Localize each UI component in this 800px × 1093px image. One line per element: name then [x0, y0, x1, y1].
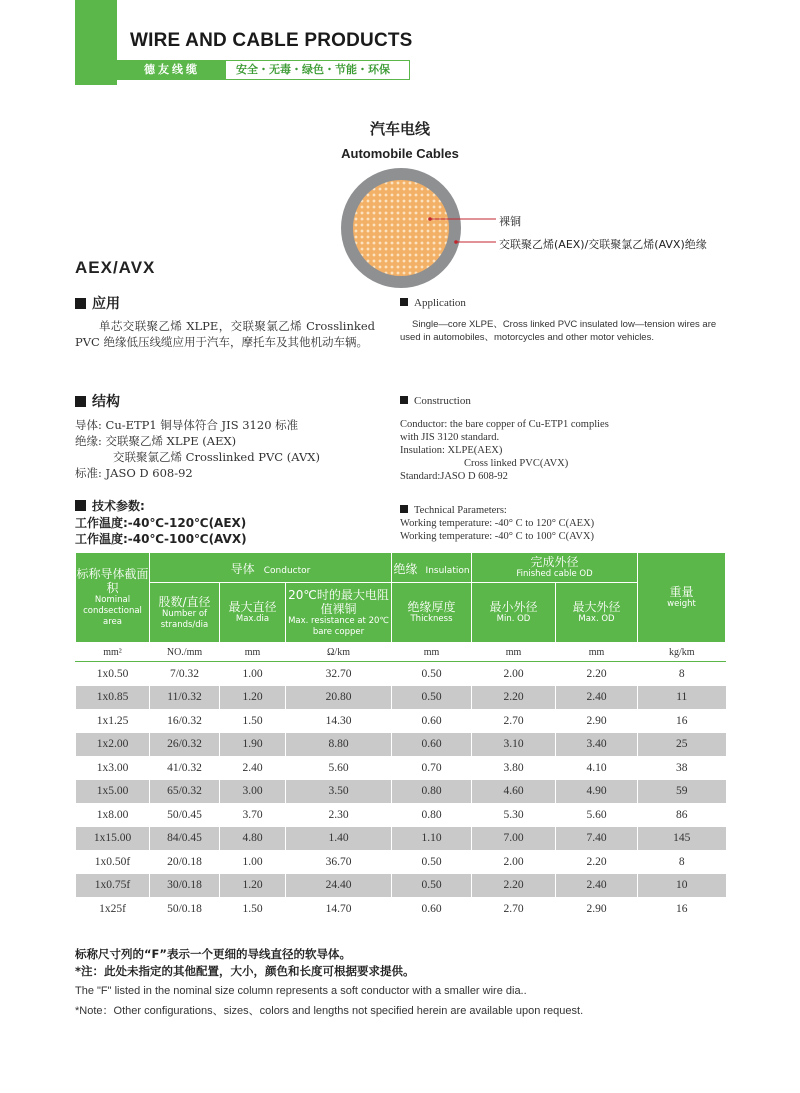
note-cn-2: *注：此处未指定的其他配置，大小，颜色和长度可根据要求提供。 [75, 964, 415, 978]
th-finished-od: 完成外径 Finished cable OD [472, 553, 638, 583]
table-cell: 50/0.45 [150, 803, 220, 827]
table-cell: 2.90 [556, 897, 638, 921]
table-cell: 8 [638, 662, 726, 686]
table-cell: 4.10 [556, 756, 638, 780]
table-cell: 25 [638, 733, 726, 757]
table-cell: 4.60 [472, 780, 556, 804]
table-cell: 2.20 [472, 874, 556, 898]
table-cell: 0.50 [392, 874, 472, 898]
temp-aex-en: Working temperature: -40° C to 120° C(AEX) [400, 518, 595, 529]
table-cell: 59 [638, 780, 726, 804]
table-cell: 1.40 [286, 827, 392, 851]
table-row [76, 850, 726, 874]
unit-cell: kg/km [638, 643, 726, 662]
table-cell: 30/0.18 [150, 874, 220, 898]
th-weight: 重量 weight [638, 553, 726, 643]
table-cell: 0.60 [392, 709, 472, 733]
table-row [76, 827, 726, 851]
note-en-2: *Note：Other configurations、sizes、colors and lengths not specified herein are available upon request. [75, 1005, 584, 1017]
unit-cell: mm [472, 643, 556, 662]
table-cell: 0.80 [392, 780, 472, 804]
table-cell: 3.50 [286, 780, 392, 804]
table-cell: 8.80 [286, 733, 392, 757]
unit-cell: mm [220, 643, 286, 662]
square-bullet-icon [75, 396, 86, 407]
technical-heading-cn: 技术参数: [75, 497, 145, 514]
table-cell: 1x5.00 [76, 780, 150, 804]
application-text-cn: 单芯交联聚乙烯 XLPE，交联聚氯乙烯 Crosslinked PVC 绝缘低压线缆应用于汽车，摩托车及其他机动车辆。 [75, 319, 375, 349]
unit-cell: mm [392, 643, 472, 662]
table-cell: 2.90 [556, 709, 638, 733]
table-row [76, 733, 726, 757]
product-title-cn: 汽车电线 [369, 120, 430, 138]
table-cell: 1.20 [220, 874, 286, 898]
table-cell: 0.80 [392, 803, 472, 827]
table-cell: 3.00 [220, 780, 286, 804]
table-cell: 145 [638, 827, 726, 851]
table-cell: 0.50 [392, 686, 472, 710]
table-cell: 2.70 [472, 897, 556, 921]
table-cell: 20/0.18 [150, 850, 220, 874]
square-bullet-icon [400, 505, 408, 513]
product-title-en: Automobile Cables [341, 146, 459, 161]
table-cell: 1.00 [220, 850, 286, 874]
technical-heading-en: Technical Parameters: [400, 504, 507, 517]
spec-table [75, 552, 726, 921]
temp-aex-cn: 工作温度:-40℃-120℃(AEX) [75, 516, 247, 530]
table-row [76, 897, 726, 921]
table-cell: 16/0.32 [150, 709, 220, 733]
construction-lines-cn: 导体: Cu-ETP1 铜导体符合 JIS 3120 标准 绝缘: 交联聚乙烯 XLPE (AEX) 交联聚氯乙烯 Crosslinked PVC (AVX) 标准: JASO D 608-92 [75, 418, 320, 480]
table-cell: 5.60 [556, 803, 638, 827]
note-cn-1: 标称尺寸列的“F”表示一个更细的导线直径的软导体。 [75, 947, 351, 961]
table-cell: 8 [638, 850, 726, 874]
table-row [76, 803, 726, 827]
table-cell: 0.50 [392, 662, 472, 686]
th-nominal: 标称导体截面积 Nominal condsectional area [76, 553, 150, 643]
table-cell: 41/0.32 [150, 756, 220, 780]
table-cell: 0.60 [392, 897, 472, 921]
construction-heading-cn: 结构 [75, 391, 120, 411]
th-insulation: 绝缘 Insulation [392, 553, 472, 583]
table-cell: 7.00 [472, 827, 556, 851]
table-cell: 14.70 [286, 897, 392, 921]
table-cell: 2.40 [220, 756, 286, 780]
table-cell: 4.80 [220, 827, 286, 851]
table-cell: 2.20 [472, 686, 556, 710]
table-cell: 5.60 [286, 756, 392, 780]
th-max-od: 最大外径 Max. OD [556, 583, 638, 643]
table-cell: 26/0.32 [150, 733, 220, 757]
table-row [76, 686, 726, 710]
table-cell: 11 [638, 686, 726, 710]
table-cell: 3.80 [472, 756, 556, 780]
brand-slogan: 安全・无毒・绿色・节能・环保 [236, 63, 390, 76]
table-row [76, 756, 726, 780]
table-cell: 1.50 [220, 897, 286, 921]
table-row [76, 709, 726, 733]
table-cell: 10 [638, 874, 726, 898]
model-name: AEX/AVX [75, 258, 156, 277]
callout-lines [0, 0, 800, 300]
table-cell: 1x0.75f [76, 874, 150, 898]
application-heading-en: Application [400, 297, 466, 309]
table-cell: 84/0.45 [150, 827, 220, 851]
spec-table-body [76, 643, 726, 921]
units-row [76, 643, 726, 662]
table-cell: 2.40 [556, 874, 638, 898]
table-cell: 2.20 [556, 850, 638, 874]
table-cell: 1.10 [392, 827, 472, 851]
square-bullet-icon [400, 396, 408, 404]
table-cell: 1.00 [220, 662, 286, 686]
table-row [76, 662, 726, 686]
th-thickness: 绝缘厚度 Thickness [392, 583, 472, 643]
label-copper: 裸铜 [499, 215, 521, 228]
table-cell: 1x1.25 [76, 709, 150, 733]
table-cell: 11/0.32 [150, 686, 220, 710]
application-text-en: Single—core XLPE、Cross linked PVC insulated low—tension wires are used in automobiles、motorcycles and other motor vehicles. [400, 319, 717, 343]
table-cell: 1.50 [220, 709, 286, 733]
square-bullet-icon [400, 298, 408, 306]
construction-heading-en: Construction [400, 395, 471, 407]
application-heading-cn: 应用 [75, 293, 120, 313]
table-cell: 3.40 [556, 733, 638, 757]
table-cell: 38 [638, 756, 726, 780]
table-cell: 1x2.00 [76, 733, 150, 757]
table-cell: 3.10 [472, 733, 556, 757]
th-resistance: 20℃时的最大电阻值裸铜 Max. resistance at 20℃ bare copper [286, 583, 392, 643]
table-row [76, 874, 726, 898]
table-cell: 2.20 [556, 662, 638, 686]
table-cell: 32.70 [286, 662, 392, 686]
temp-avx-cn: 工作温度:-40℃-100℃(AVX) [75, 532, 247, 546]
th-conductor: 导体 Conductor [150, 553, 392, 583]
table-cell: 1x0.50f [76, 850, 150, 874]
label-insulation: 交联聚乙烯(AEX)/交联聚氯乙烯(AVX)绝缘 [499, 238, 707, 251]
table-cell: 4.90 [556, 780, 638, 804]
construction-lines-en: Conductor: the bare copper of Cu-ETP1 complies with JIS 3120 standard. Insulation: XLPE(AEX) Cross linked PVC(AVX) Standard:JASO D 608-92 [400, 419, 609, 482]
table-cell: 1x0.85 [76, 686, 150, 710]
table-cell: 50/0.18 [150, 897, 220, 921]
unit-cell: Ω/km [286, 643, 392, 662]
table-cell: 1.20 [220, 686, 286, 710]
table-cell: 16 [638, 709, 726, 733]
table-cell: 7.40 [556, 827, 638, 851]
table-cell: 3.70 [220, 803, 286, 827]
table-cell: 2.30 [286, 803, 392, 827]
table-cell: 1.90 [220, 733, 286, 757]
table-cell: 36.70 [286, 850, 392, 874]
table-cell: 14.30 [286, 709, 392, 733]
table-cell: 0.50 [392, 850, 472, 874]
unit-cell: mm² [76, 643, 150, 662]
unit-cell: mm [556, 643, 638, 662]
table-cell: 2.70 [472, 709, 556, 733]
table-row [76, 780, 726, 804]
table-cell: 86 [638, 803, 726, 827]
th-strands: 股数/直径 Number of strands/dia [150, 583, 220, 643]
table-cell: 24.40 [286, 874, 392, 898]
table-cell: 16 [638, 897, 726, 921]
table-cell: 1x3.00 [76, 756, 150, 780]
table-cell: 0.60 [392, 733, 472, 757]
table-cell: 65/0.32 [150, 780, 220, 804]
table-cell: 0.70 [392, 756, 472, 780]
th-min-od: 最小外径 Min. OD [472, 583, 556, 643]
unit-cell: NO./mm [150, 643, 220, 662]
table-cell: 2.40 [556, 686, 638, 710]
table-cell: 1x15.00 [76, 827, 150, 851]
table-cell: 2.00 [472, 662, 556, 686]
table-cell: 7/0.32 [150, 662, 220, 686]
temp-avx-en: Working temperature: -40° C to 100° C(AVX) [400, 531, 594, 542]
square-bullet-icon [75, 298, 86, 309]
th-max-dia: 最大直径 Max.dia [220, 583, 286, 643]
table-cell: 20.80 [286, 686, 392, 710]
header-title: WIRE AND CABLE PRODUCTS [130, 30, 413, 51]
table-cell: 1x25f [76, 897, 150, 921]
table-cell: 2.00 [472, 850, 556, 874]
note-en-1: The "F" listed in the nominal size column represents a soft conductor with a smaller wire dia.. [75, 985, 527, 997]
table-cell: 5.30 [472, 803, 556, 827]
table-cell: 1x0.50 [76, 662, 150, 686]
brand-name: 德友线缆 [118, 61, 226, 79]
table-cell: 1x8.00 [76, 803, 150, 827]
square-bullet-icon [75, 500, 86, 511]
